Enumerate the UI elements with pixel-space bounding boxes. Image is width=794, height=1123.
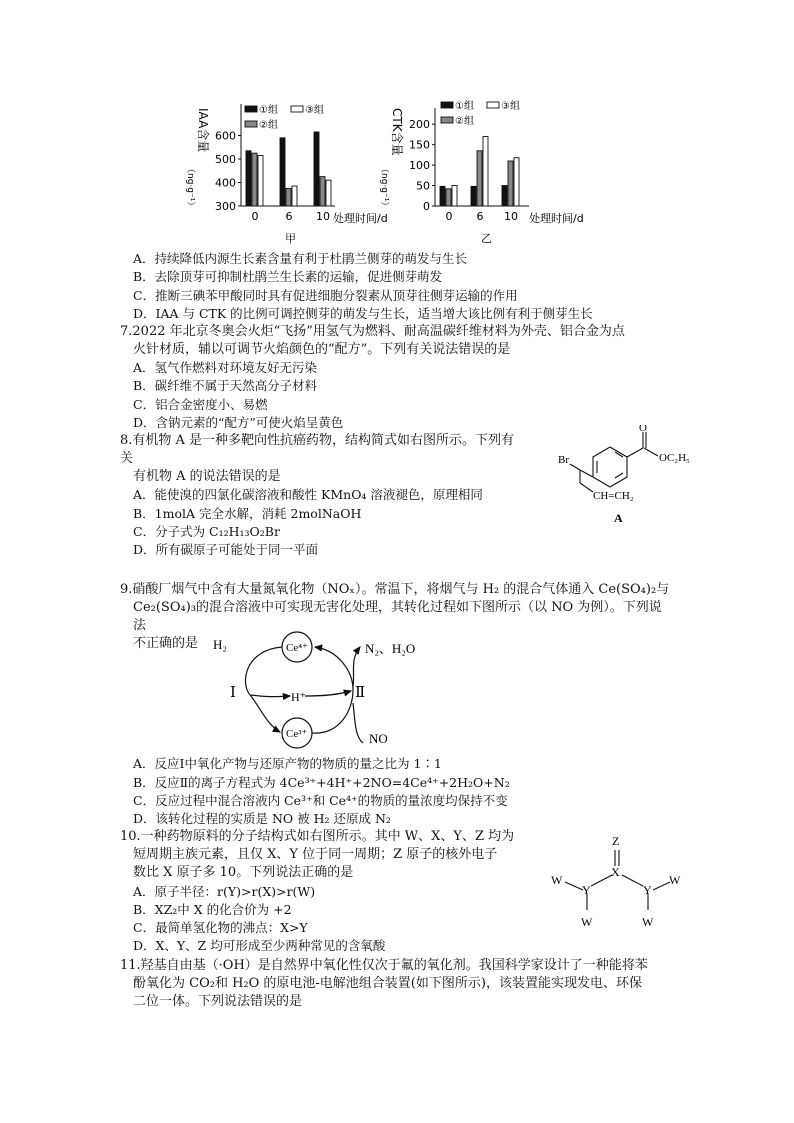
chart-jia-x-tick-label: 10 [316,210,330,223]
q10-stem-line2: 短周期主族元素，且仅 X、Y 位于同一周期；Z 原子的核外电子 [133,847,498,862]
chart-jia-bar-series3-cat0 [258,155,263,206]
q10-option-d: D．X、Y、Z 均可形成至少两种常见的含氧酸 [133,938,386,953]
chart-jia-bar-series2-cat1 [286,188,291,206]
chart-yi-legend-label-3: ③组 [501,101,520,112]
molecule-w-bottomright-label: W [642,915,654,929]
q7-option-c: C．铝合金密度小、易燃 [133,397,268,412]
chart-jia-yunit: （ng·g⁻¹） [185,164,195,211]
chart-yi-y-tick-label: 50 [416,179,430,193]
chart-yi-y-tick-label: 100 [409,159,430,173]
q9-option-b: B．反应Ⅱ的离子方程式为 4Ce³⁺+4H⁺+2NO=4Ce⁴⁺+2H₂O+N₂ [133,775,510,790]
chart-jia-bar-series1-cat0 [246,151,251,206]
cycle-hplus-label: H⁺ [291,690,306,704]
chart-jia-panel-label: 甲 [285,232,296,245]
q10-stem-line1: 10.一种药物原料的分子结构式如右图所示。其中 W、X、Y、Z 均为 [120,829,515,844]
chart-jia-bar-series1-cat2 [314,132,319,206]
chart-yi-x-tick-label: 0 [445,210,453,223]
q11-stem-line2: 酚氧化为 CO₂和 H₂O 的原电池-电解池组合装置(如下图所示)，该装置能实现发电、环保 [133,976,642,991]
q7-option-b: B．碳纤维不属于天然高分子材料 [133,378,318,393]
q8-stem-line2: 关 [120,451,134,466]
cycle-h2-label: H₂ [213,637,227,652]
cycle-no-label: NO [369,731,388,746]
q8-stem-line1: 8.有机物 A 是一种多靶向性抗癌药物，结构简式如右图所示。下列有 [120,433,515,448]
chart-yi-y-tick-label: 150 [409,138,430,152]
chart-jia-x-tick-label: 6 [285,210,293,223]
q6-option-c: C．推断三碘苯甲酸同时具有促进细胞分裂素从顶芽往侧芽运输的作用 [133,288,518,303]
molecule-w-topleft-label: W [551,873,563,887]
molecule-y-left-label: Y [582,883,591,897]
chart-jia-y-tick-label: 400 [215,176,236,190]
molecule-wxyz-structure [545,830,690,935]
molecule-z-label: Z [612,834,620,848]
chart-yi-bar-series3-cat1 [483,136,488,206]
q9-option-d: D．该转化过程的实质是 NO 被 H₂ 还原成 N₂ [133,811,391,826]
molecule-a-vinyl-label: CH=CH₂ [593,490,634,502]
chart-yi-bar-series1-cat0 [440,186,445,206]
molecule-a-br-label: Br [558,454,569,466]
chart-jia-y-tick-label: 600 [215,129,236,143]
q7-option-d: D．含钠元素的“配方”可使火焰呈黄色 [133,415,344,430]
chart-yi-bar-series2-cat1 [477,151,482,206]
cycle-reaction-2-label: Ⅱ [355,685,366,701]
q7-stem-line1: 7.2022 年北京冬奥会火炬“飞扬”用氢气为燃料、耐高温碳纤维材料为外壳、铝合金为点 [120,324,625,339]
q10-stem-line3: 数比 X 原子多 10。下列说法正确的是 [133,865,354,880]
chart-yi-bar-series2-cat2 [508,161,513,206]
cycle-ce4-label: Ce⁴⁺ [286,642,308,654]
chart-jia-legend-swatch-1 [245,106,257,112]
q10-option-b: B．XZ₂中 X 的化合价为 +2 [133,902,292,917]
chart-jia-bars [246,132,331,206]
ce-cycle-diagram [205,625,450,755]
chart-jia-x-tick-label: 0 [251,210,259,223]
chart-yi-y-tick-label: 0 [423,200,430,213]
q10-option-a: A．原子半径：r(Y)>r(X)>r(W) [133,884,316,899]
chart-yi-bar-series1-cat2 [502,186,507,206]
chart-yi-xlabel: 处理时间/d [529,212,584,225]
q6-option-a: A．持续降低内源生长素含量有利于杜鹃兰侧芽的萌发与生长 [133,251,468,266]
chart-jia-legend-swatch-2 [245,121,257,127]
q10-option-c: C．最简单氢化物的沸点：X>Y [133,920,308,935]
molecule-a-oc2h5-label: OC₂H₅ [659,452,690,464]
chart-yi-yunit: （ng·g⁻¹） [379,164,389,211]
molecule-w-topright-label: W [669,873,681,887]
chart-jia-bar-series3-cat2 [326,180,331,206]
chart-yi-legend-swatch-1 [441,102,453,108]
q9-stem-line2: Ce₂(SO₄)₃的混合溶液中可实现无害化处理，其转化过程如下图所示（以 NO 为例）。下列说 [133,600,662,615]
chart-yi-panel-label: 乙 [481,232,492,245]
chart-jia-legend-label-1: ①组 [259,105,278,116]
q8-option-a: A．能使溴的四氯化碳溶液和酸性 KMnO₄ 溶液褪色，原理相同 [133,487,483,502]
q9-stem-line4: 不正确的是 [133,636,199,651]
q6-option-d: D．IAA 与 CTK 的比例可调控侧芽的萌发与生长，适当增大该比例有利于侧芽生长 [133,306,593,321]
cycle-reaction-1-label: Ⅰ [230,685,236,701]
q7-stem-line2: 火针材质，辅以可调节火焰颜色的“配方”。下列有关说法错误的是 [133,342,511,357]
chart-yi-x-tick-label: 6 [476,210,484,223]
q7-option-a: A．氢气作燃料对环境友好无污染 [133,360,318,375]
chart-jia-y-tick-label: 500 [215,153,236,166]
chart-yi-bar-series1-cat1 [471,186,476,206]
molecule-w-bottomleft-label: W [581,915,593,929]
molecule-y-right-label: Y [643,883,652,897]
chart-jia-bar-series2-cat2 [320,177,325,206]
q6-option-b: B．去除顶芽可抑制杜鹃兰生长素的运输，促进侧芽萌发 [133,269,443,284]
chart-yi-legend-swatch-3 [487,102,499,108]
cycle-ce3-label: Ce³⁺ [286,728,308,740]
q8-stem-line3: 有机物 A 的说法错误的是 [133,469,281,484]
molecule-a-structure [555,425,695,530]
q11-stem-line1: 11.羟基自由基（·OH）是自然界中氧化性仅次于氟的氧化剂。我国科学家设计了一种能将苯 [120,958,648,973]
chart-yi-legend-label-2: ②组 [455,116,474,127]
q8-option-d: D．所有碳原子可能处于同一平面 [133,542,319,557]
q9-option-c: C．反应过程中混合溶液内 Ce³⁺和 Ce⁴⁺的物质的量浓度均保持不变 [133,793,508,808]
chart-jia-xlabel: 处理时间/d [333,212,388,225]
chart-yi-legend-label-1: ①组 [455,101,474,112]
chart-yi-bar-series3-cat2 [514,158,519,206]
chart-jia-legend-label-3: ③组 [305,105,324,116]
chart-yi-y-tick-label: 200 [409,118,430,132]
chart-yi-ylabel: CTK含量 [390,108,404,156]
chart-yi-bar-series3-cat0 [452,186,457,206]
molecule-x-label: X [611,865,620,879]
q9-option-a: A．反应Ⅰ中氧化产物与还原产物的物质的量之比为 1∶1 [133,756,442,771]
molecule-a-o-label: O [639,425,647,434]
chart-jia-bar-series1-cat1 [280,138,285,206]
chart-yi-bars [440,136,519,206]
chart-jia-legend-label-2: ②组 [259,120,278,131]
chart-yi [365,94,595,249]
q8-option-b: B．1molA 完全水解，消耗 2molNaOH [133,506,362,521]
chart-jia-legend-swatch-3 [291,106,303,112]
q11-stem-line3: 二位一体。下列说法错误的是 [133,994,303,1009]
q9-stem-line3: 法 [133,618,147,633]
q9-stem-line1: 9.硝酸厂烟气中含有大量氮氧化物（NOₓ）。常温下，将烟气与 H₂ 的混合气体通入 Ce(SO₄)₂与 [120,582,670,597]
chart-yi-legend-swatch-2 [441,117,453,123]
chart-jia-bar-series2-cat0 [252,153,257,206]
cycle-n2h2o-label: N₂、H₂O [365,641,416,656]
chart-jia-bar-series3-cat1 [292,186,297,206]
chart-yi-bar-series2-cat0 [446,189,451,206]
molecule-a-label: A [614,511,623,525]
chart-jia-ylabel: IAA含量 [196,108,210,153]
chart-jia-y-tick-label: 300 [215,200,236,213]
chart-yi-x-tick-label: 10 [504,210,518,223]
q8-option-c: C．分子式为 C₁₂H₁₃O₂Br [133,524,280,539]
